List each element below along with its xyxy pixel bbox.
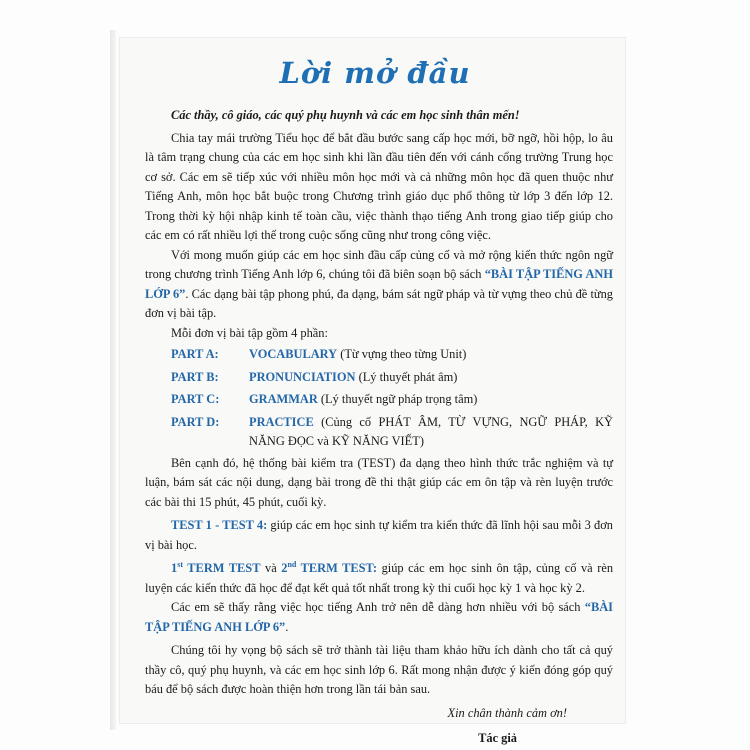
term-desc: giúp các em học sinh ôn tập, củng cố và rèn luyện các kiến thức đã học để đạt kết quả tốt nhất trong kỳ thi cuối học kỳ 1 và học kỳ 2. [145,561,614,595]
part-body [249,368,613,388]
test-label: TEST 1 - TEST 4: [171,518,268,532]
list-item [171,368,613,388]
part-name: PRONUNCIATION [249,369,356,384]
part-key: PART C: [171,392,220,406]
author-signature: Tác giả [478,731,517,745]
part-desc: (Củng cố PHÁT ÂM, TỪ VỰNG, NGỮ PHÁP, KỸ NĂNG ĐỌC và KỸ NĂNG VIẾT) [249,414,613,448]
term2-word: TERM TEST [296,561,373,575]
part-key: PART A: [171,347,219,361]
part-body [249,345,613,365]
parts-list [171,345,613,452]
part-body [249,390,613,410]
paragraph-easier-text: Các em sẽ thấy rằng việc học tiếng Anh trở nên dễ dàng hơn nhiều với bộ sách [171,600,585,614]
term2-label [281,561,377,575]
part-desc: (Lý thuyết phát âm) [355,369,458,384]
paragraph-intro: Chia tay mái trường Tiểu học để bắt đầu bước sang cấp học mới, bỡ ngỡ, hồi hộp, lo âu là tâm trạng chung của các em học sinh khi lần đầu tiên đến với cánh cổng trường Trung học cơ sở. Các em sẽ tiếp xúc với nhiều môn học mới và cả những môn học đã quen thuộc như Tiếng Anh, môn học bắt buộc trong Chương trình giáo dục phổ thông từ lớp 3 đến lớp 12. Trong thời kỳ hội nhập kinh tế toàn cầu, việc thành thạo tiếng Anh trong giao tiếp giúp cho các em có rất nhiều lợi thế trong cuộc sống cũng như trong công việc. [145,130,613,242]
paragraph-easier [145,598,613,637]
term1-word: TERM TEST [182,561,261,575]
paragraph-purpose [145,246,613,324]
test-desc: giúp các em học sinh tự kiểm tra kiến thức đã lĩnh hội sau mỗi 3 đơn vị bài học. [145,518,613,552]
paragraph-hope: Chúng tôi hy vọng bộ sách sẽ trở thành tài liệu tham khảo hữu ích dành cho tất cả quý thầy cô, quý phụ huynh, và các em học sinh lớp 6. Rất mong nhận được ý kiến đóng góp quý báu để bộ sách được hoàn thiện hơn trong lần tái bản sau. [145,643,613,696]
part-key: PART B: [171,369,219,384]
part-desc: (Từ vựng theo từng Unit) [337,347,467,361]
greeting: Các thầy, cô giáo, các quý phụ huynh và các em học sinh thân mến! [171,108,520,122]
preface-body [145,106,613,749]
closing-thanks: Xin chân thành cảm ơn! [447,705,567,720]
part-key: PART D: [171,414,220,429]
paragraph-purpose-text: Với mong muốn giúp các em học sinh đầu cấp củng cố và mở rộng kiến thức ngôn ngữ trong chương trình Tiếng Anh lớp 6, chúng tôi đã biên soạn bộ sách [145,247,613,281]
paragraph-test-units [145,516,613,555]
page-title: Lời mở đầu [279,56,471,90]
term1-number: 1 [171,561,178,575]
part-name: VOCABULARY [249,347,338,361]
paragraph-purpose-tail: . Các dạng bài tập phong phú, đa dạng, bám sát ngữ pháp và từ vựng theo chủ đề từng đơn vị bài tập. [145,286,614,320]
part-body [249,413,613,452]
book-title: “BÀI TẬP TIẾNG ANH LỚP 6” [145,267,613,301]
term-tests-label [171,561,260,575]
paragraph-structure: Mỗi đơn vị bài tập gồm 4 phần: [171,325,328,340]
term2-suffix: nd [287,559,297,569]
term2-number: 2 [281,561,288,575]
term1-suffix: st [177,559,183,569]
paragraph-term-tests [145,559,613,598]
page-edge-shadow [110,30,116,730]
paragraph-easier-tail: . [285,619,289,634]
paragraph-tests: Bên cạnh đó, hệ thống bài kiểm tra (TEST) đa dạng theo hình thức trắc nghiệm và tự luận, bám sát các nội dung, dạng bài trong đề thi thật giúp các em ôn tập và rèn luyện trước các bài thi 15 phút, 45 phút, cuối kỳ. [145,455,613,509]
list-item [171,390,613,410]
part-desc: (Lý thuyết ngữ pháp trọng tâm) [317,392,478,406]
term-and: và [260,561,282,575]
part-name: GRAMMAR [249,392,318,406]
list-item [171,413,613,452]
book-title-repeat: “BÀI TẬP TIẾNG ANH LỚP 6” [145,600,613,634]
part-name: PRACTICE [249,414,314,429]
term-colon: : [372,561,378,575]
list-item [171,345,613,365]
